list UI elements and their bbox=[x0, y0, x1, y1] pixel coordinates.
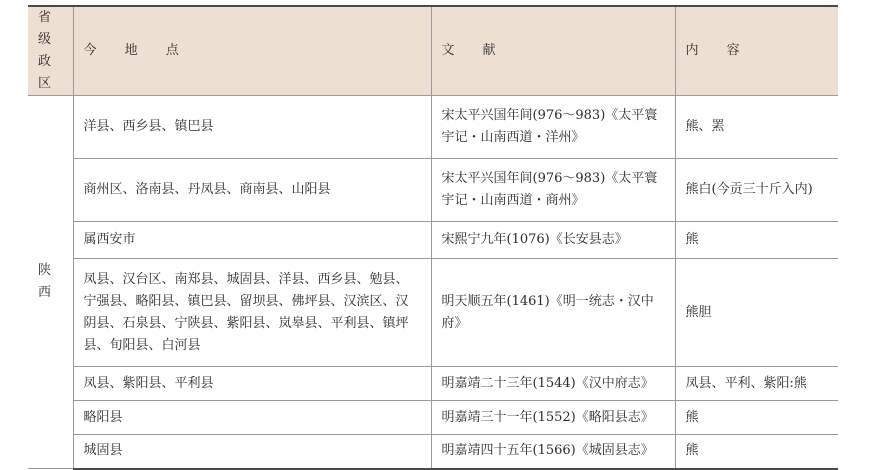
header-source: 文 献 bbox=[431, 6, 675, 96]
source-cell: 宋太平兴国年间(976～983)《太平寰宇记・山南西道・商州》 bbox=[431, 159, 675, 222]
place-cell: 略阳县 bbox=[73, 401, 431, 435]
source-cell: 宋太平兴国年间(976～983)《太平寰宇记・山南西道・洋州》 bbox=[431, 96, 675, 159]
place-cell: 城固县 bbox=[73, 435, 431, 469]
province-cell: 陕西 bbox=[28, 96, 73, 469]
source-cell: 明嘉靖四十五年(1566)《城固县志》 bbox=[431, 435, 675, 469]
content-cell: 熊、罴 bbox=[675, 96, 838, 159]
source-cell: 明天顺五年(1461)《明一统志・汉中府》 bbox=[431, 259, 675, 367]
content-cell: 凤县、平利、紫阳:熊 bbox=[675, 367, 838, 401]
source-cell: 明嘉靖二十三年(1544)《汉中府志》 bbox=[431, 367, 675, 401]
header-province-line1: 省级 bbox=[38, 10, 53, 47]
table-row bbox=[28, 159, 838, 222]
header-province bbox=[28, 6, 73, 96]
content-cell: 熊胆 bbox=[675, 259, 838, 367]
place-cell: 凤县、紫阳县、平利县 bbox=[73, 367, 431, 401]
place-cell: 洋县、西乡县、镇巴县 bbox=[73, 96, 431, 159]
table-row bbox=[28, 435, 838, 469]
content-cell: 熊 bbox=[675, 401, 838, 435]
header-content: 内 容 bbox=[675, 6, 838, 96]
header-province-line2: 政区 bbox=[38, 54, 53, 91]
table-row bbox=[28, 367, 838, 401]
records-table bbox=[28, 5, 838, 470]
header-row bbox=[28, 6, 838, 96]
content-cell: 熊白(今贡三十斤入内) bbox=[675, 159, 838, 222]
source-cell: 宋熙宁九年(1076)《长安县志》 bbox=[431, 222, 675, 259]
place-cell: 凤县、汉台区、南郑县、城固县、洋县、西乡县、勉县、宁强县、略阳县、镇巴县、留坝县、佛坪县、汉滨区、汉阴县、石泉县、宁陕县、紫阳县、岚皋县、平利县、镇坪县、旬阳县、白河县 bbox=[73, 259, 431, 367]
place-cell: 属西安市 bbox=[73, 222, 431, 259]
content-cell: 熊 bbox=[675, 435, 838, 469]
table-row bbox=[28, 222, 838, 259]
source-cell: 明嘉靖三十一年(1552)《略阳县志》 bbox=[431, 401, 675, 435]
table-row bbox=[28, 259, 838, 367]
table-row bbox=[28, 401, 838, 435]
table-row bbox=[28, 96, 838, 159]
place-cell: 商州区、洛南县、丹凤县、商南县、山阳县 bbox=[73, 159, 431, 222]
content-cell: 熊 bbox=[675, 222, 838, 259]
header-place: 今 地 点 bbox=[73, 6, 431, 96]
